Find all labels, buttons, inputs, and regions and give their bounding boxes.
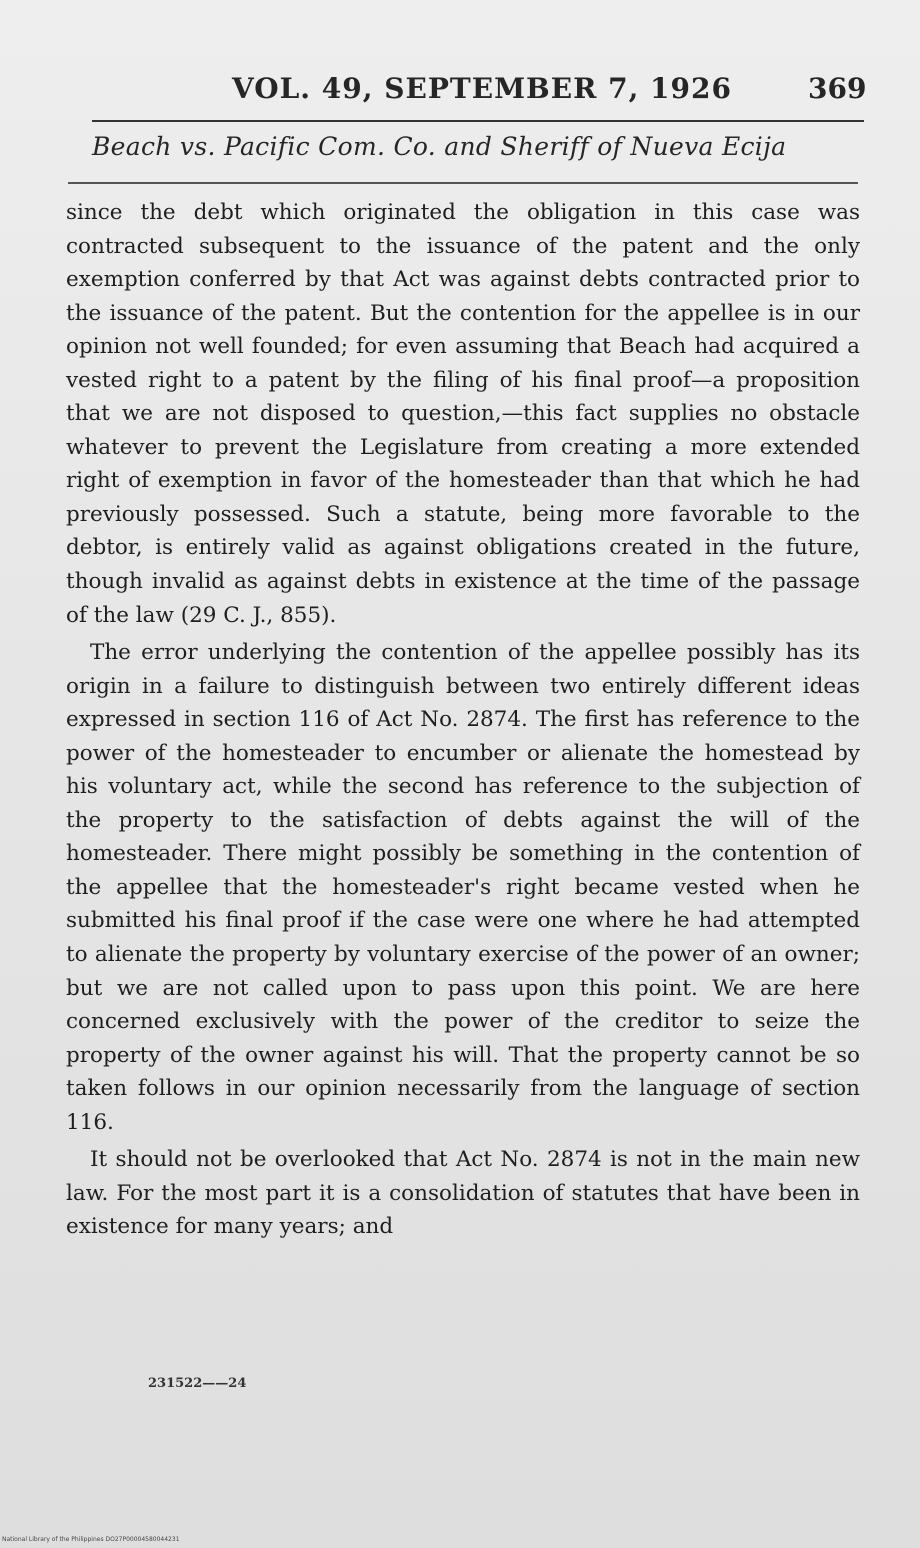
print-code: 231522——24	[148, 1376, 247, 1391]
case-title: Beach vs. Pacific Com. Co. and Sheriff of Nueva Ecija	[92, 132, 787, 161]
body-text	[66, 196, 860, 1244]
paragraph-1: since the debt which originated the obligation in this case was contracted subsequent to the issuance of the patent and the only exemption conferred by that Act was against debts contracted prior to the issuance of the patent. But the contention for the appellee is in our opinion not well founded; for even assuming that Beach had acquired a vested right to a patent by the filing of his final proof—a proposition that we are not disposed to question,—this fact supplies no obstacle whatever to prevent the Legislature from creating a more extended right of exemption in favor of the homesteader than that which he had previously possessed. Such a statute, being more favorable to the debtor, is entirely valid as against obligations created in the future, though invalid as against debts in existence at the time of the passage of the law (29 C. J., 855).	[66, 200, 860, 628]
header-rule-top	[92, 120, 864, 122]
header-rule-bottom	[68, 182, 858, 184]
paragraph-3: It should not be overlooked that Act No. 2874 is not in the main new law. For the most part it is a consolidation of statutes that have been in existence for many years; and	[66, 1147, 860, 1240]
page-number: 369	[808, 72, 867, 105]
paragraph-2: The error underlying the contention of the appellee possibly has its origin in a failure to distinguish between two entirely different ideas expressed in section 116 of Act No. 2874. The first has reference to the power of the homesteader to encumber or alienate the homestead by his voluntary act, while the second has reference to the subjection of the property to the satisfaction of debts against the will of the homesteader. There might possibly be something in the contention of the appellee that the homesteader's right became vested when he submitted his final proof if the case were one where he had attempted to alienate the property by voluntary exercise of the power of an owner; but we are not called upon to pass upon this point. We are here concerned exclusively with the power of the creditor to seize the property of the owner against his will. That the property cannot be so taken follows in our opinion necessarily from the language of section 116.	[66, 640, 860, 1135]
scan-watermark: National Library of the Philippines DO27P00004580044231	[2, 1536, 180, 1543]
running-title: VOL. 49, SEPTEMBER 7, 1926	[232, 72, 732, 105]
